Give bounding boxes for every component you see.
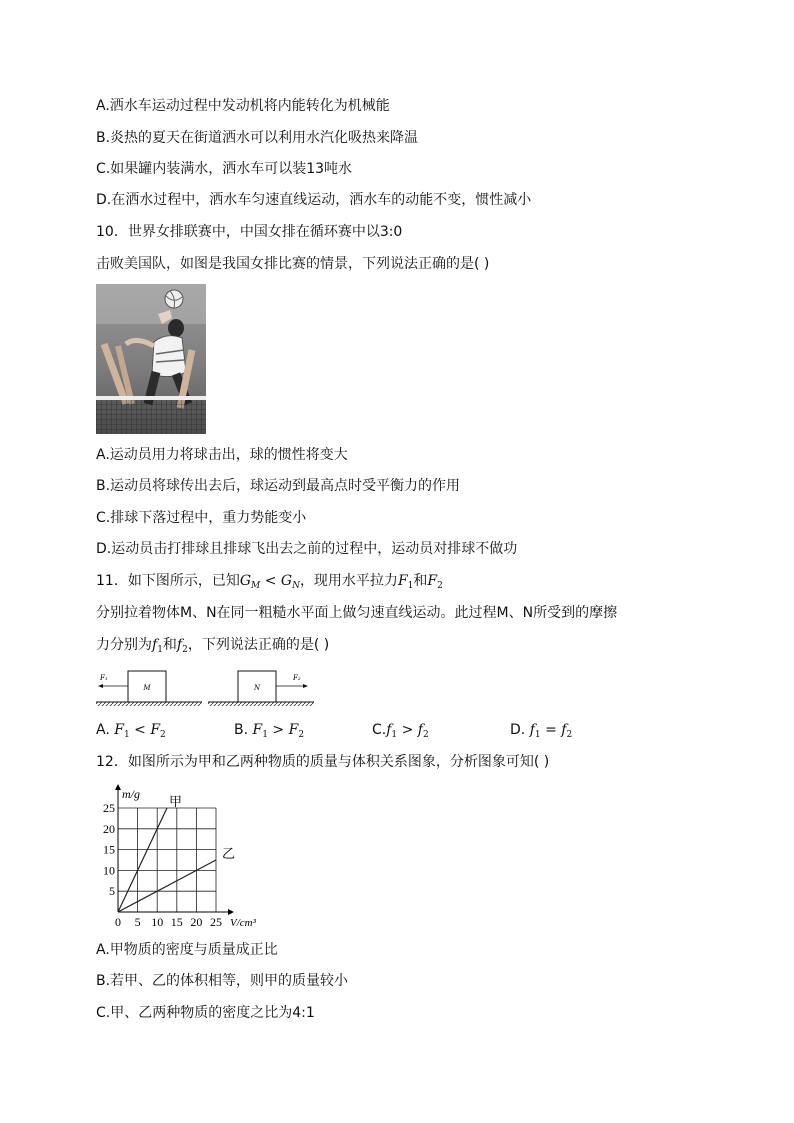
y-axis-label: m/g bbox=[122, 787, 140, 801]
y-tick-label: 20 bbox=[103, 821, 115, 836]
q11-option-d: D. $f_1 = f_2$ bbox=[510, 722, 573, 740]
y-axis-arrow bbox=[115, 784, 121, 790]
q12-option-c: C.甲、乙两种物质的密度之比为4:1 bbox=[96, 1005, 315, 1021]
svg-text:F₁: F₁ bbox=[100, 674, 108, 682]
q9-option-a: A.洒水车运动过程中发动机将内能转化为机械能 bbox=[96, 98, 390, 114]
q11-option-c: $C.f_1 > f_2$ bbox=[372, 722, 429, 740]
q12-stem: 12．如图所示为甲和乙两种物质的质量与体积关系图象，分析图象可知( ) bbox=[96, 754, 550, 770]
series-line-1 bbox=[118, 808, 167, 912]
q10-option-c: C.排球下落过程中，重力势能变小 bbox=[96, 510, 307, 526]
q10-stem-line2: 击败美国队，如图是我国女排比赛的情景，下列说法正确的是( ) bbox=[96, 256, 490, 272]
y-tick-label: 5 bbox=[109, 884, 115, 899]
q10-option-d: D.运动员击打排球且排球飞出去之前的过程中，运动员对排球不做功 bbox=[96, 541, 518, 557]
q12-option-a: A.甲物质的密度与质量成正比 bbox=[96, 942, 278, 958]
q9-option-d: D.在洒水过程中，洒水车匀速直线运动，洒水车的动能不变，惯性减小 bbox=[96, 192, 532, 208]
x-tick-label: 10 bbox=[151, 915, 164, 929]
x-tick-label: 20 bbox=[190, 915, 203, 929]
q10-option-b: B.运动员将球传出去后，球运动到最高点时受平衡力的作用 bbox=[96, 478, 461, 494]
q9-option-b: B.炎热的夏天在街道洒水可以利用水汽化吸热来降温 bbox=[96, 130, 419, 146]
volleyball-photo bbox=[96, 284, 206, 434]
q11-stem-line2: 分别拉着物体M、N在同一粗糙水平面上做匀速直线运动。此过程M、N所受到的摩擦 bbox=[96, 605, 618, 621]
svg-text:F₂: F₂ bbox=[293, 674, 301, 682]
x-tick-label: 5 bbox=[134, 915, 141, 929]
x-tick-label: 25 bbox=[210, 915, 222, 929]
q12-option-b: B.若甲、乙的体积相等，则甲的质量较小 bbox=[96, 973, 349, 989]
svg-text:M: M bbox=[143, 684, 151, 692]
q11-stem-line3: 力分别为$f_1$和$f_2$，下列说法正确的是( ) bbox=[96, 637, 330, 655]
q10-stem-line1: 10．世界女排联赛中，中国女排在循环赛中以3:0 bbox=[96, 224, 403, 240]
friction-diagram bbox=[96, 668, 314, 710]
q10-option-a: A.运动员用力将球击出，球的惯性将变大 bbox=[96, 447, 348, 463]
series-label-1: 甲 bbox=[169, 795, 183, 810]
y-tick-label: 25 bbox=[103, 801, 115, 815]
q9-option-c: C.如果罐内装满水，洒水车可以装13吨水 bbox=[96, 161, 353, 177]
x-axis-label: V/cm³ bbox=[230, 917, 256, 929]
series-line-2 bbox=[118, 860, 216, 912]
svg-text:N: N bbox=[253, 684, 261, 692]
series-label-2: 乙 bbox=[222, 847, 236, 862]
q11-stem-line1: 11．如下图所示，已知$G_M < G_N$，现用水平拉力$F_1$和$F_2$ bbox=[96, 573, 443, 591]
x-axis-arrow bbox=[228, 909, 234, 915]
mass-volume-graph bbox=[98, 784, 273, 932]
y-tick-label: 10 bbox=[103, 863, 115, 878]
x-tick-label: 0 bbox=[115, 915, 121, 929]
q11-option-b: B. $F_1 > F_2$ bbox=[234, 722, 305, 740]
y-tick-label: 15 bbox=[103, 842, 115, 857]
q11-option-a: A. $F_1 < F_2$ bbox=[96, 722, 166, 740]
q11-condition: $G_M < G_N$ bbox=[239, 573, 300, 591]
x-tick-label: 15 bbox=[170, 915, 183, 929]
